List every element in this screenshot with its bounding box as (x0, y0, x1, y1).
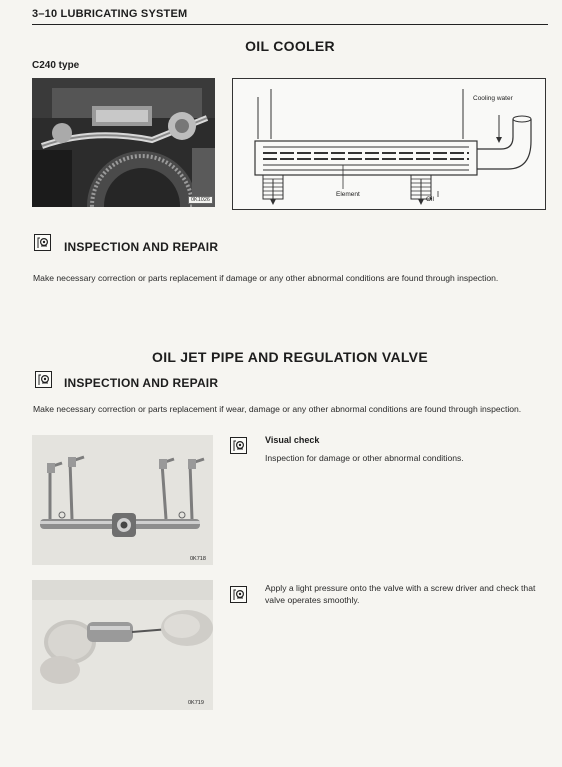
inspection-magnifier-icon (35, 371, 52, 388)
photo-code-label-3: 0K719 (188, 700, 204, 706)
oil-label: Oil (426, 196, 434, 203)
inspection-magnifier-icon (34, 234, 51, 251)
visual-check-text: Inspection for damage or other abnormal conditions. (265, 453, 464, 463)
page-header: 3–10 LUBRICATING SYSTEM (32, 8, 188, 20)
oil-cooler-title: OIL COOLER (245, 38, 335, 54)
section-title-inspection-2: INSPECTION AND REPAIR (64, 376, 219, 390)
inspection-magnifier-icon (230, 586, 247, 603)
oil-cooler-inspection-text: Make necessary correction or parts replacement if damage or any other abnormal conditions are found through inspection. (33, 273, 499, 283)
header-divider (32, 24, 548, 25)
oil-jet-inspection-text: Make necessary correction or parts replacement if wear, damage or any other abnormal conditions are found through inspection. (33, 404, 522, 414)
oil-cooler-photo (32, 78, 215, 207)
photo-code-label-2: 0K718 (190, 556, 206, 562)
inspection-magnifier-icon (230, 437, 247, 454)
cooling-water-label: Cooling water (473, 95, 513, 102)
type-label: C240 type (32, 60, 80, 71)
regulation-valve-photo (32, 580, 213, 710)
oil-jet-pipe-photo (32, 435, 213, 565)
visual-check-title: Visual check (265, 435, 320, 445)
section-title-inspection: INSPECTION AND REPAIR (64, 240, 219, 254)
element-label: Element (336, 191, 360, 198)
oil-jet-title: OIL JET PIPE AND REGULATION VALVE (152, 349, 428, 365)
photo-code-label: 0K1026 (188, 196, 213, 204)
valve-check-text: Apply a light pressure onto the valve with a screw driver and check that valve operates smoothly. (265, 583, 536, 605)
